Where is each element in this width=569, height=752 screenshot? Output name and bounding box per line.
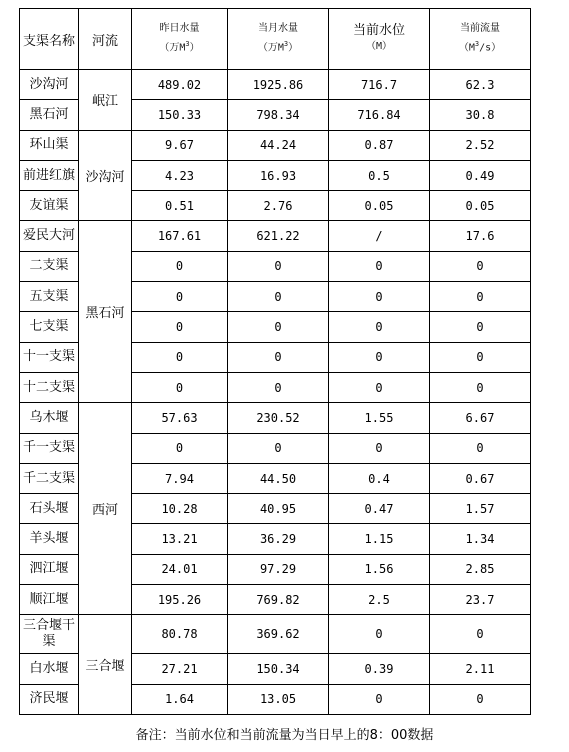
flow-rate-cell: 0 xyxy=(430,251,531,281)
river-cell: 黑石河 xyxy=(79,221,132,403)
yesterday-volume-cell: 0 xyxy=(132,433,228,463)
branch-name-cell: 十一支渠 xyxy=(20,342,79,372)
yesterday-volume-cell: 0 xyxy=(132,342,228,372)
branch-name-cell: 环山渠 xyxy=(20,130,79,160)
yesterday-volume-cell: 27.21 xyxy=(132,654,228,684)
flow-rate-cell: 17.6 xyxy=(430,221,531,251)
branch-name-cell: 爱民大河 xyxy=(20,221,79,251)
branch-name-cell: 泗江堰 xyxy=(20,554,79,584)
yesterday-volume-cell: 0 xyxy=(132,372,228,402)
flow-rate-cell: 0 xyxy=(430,312,531,342)
flow-rate-cell: 0 xyxy=(430,342,531,372)
yesterday-volume-cell: 0 xyxy=(132,282,228,312)
yesterday-volume-cell: 24.01 xyxy=(132,554,228,584)
water-level-cell: 0 xyxy=(329,372,430,402)
flow-rate-cell: 1.34 xyxy=(430,524,531,554)
month-volume-cell: 0 xyxy=(228,312,329,342)
water-level-cell: 716.7 xyxy=(329,70,430,100)
header-row xyxy=(20,9,531,70)
branch-name-cell: 黑石河 xyxy=(20,100,79,130)
flow-rate-cell: 0 xyxy=(430,282,531,312)
flow-rate-cell: 6.67 xyxy=(430,403,531,433)
yesterday-volume-cell: 4.23 xyxy=(132,160,228,190)
river-cell: 西河 xyxy=(79,403,132,615)
branch-name-cell: 羊头堰 xyxy=(20,524,79,554)
flow-rate-cell: 1.57 xyxy=(430,494,531,524)
river-cell: 沙沟河 xyxy=(79,130,132,221)
footnote: 备注：当前水位和当前流量为当日早上的8：00数据 xyxy=(135,728,434,743)
yesterday-volume-cell: 1.64 xyxy=(132,684,228,714)
table-row xyxy=(20,130,531,160)
month-volume-cell: 621.22 xyxy=(228,221,329,251)
month-volume-cell: 2.76 xyxy=(228,191,329,221)
header-month: 当月水量 （万$M^3$） xyxy=(228,9,329,70)
yesterday-volume-cell: 7.94 xyxy=(132,463,228,493)
yesterday-volume-cell: 13.21 xyxy=(132,524,228,554)
month-volume-cell: 230.52 xyxy=(228,403,329,433)
branch-name-cell: 友谊渠 xyxy=(20,191,79,221)
water-level-cell: 1.56 xyxy=(329,554,430,584)
month-volume-cell: 0 xyxy=(228,342,329,372)
yesterday-volume-cell: 489.02 xyxy=(132,70,228,100)
water-level-cell: 0.5 xyxy=(329,160,430,190)
water-level-cell: 0.39 xyxy=(329,654,430,684)
table-row xyxy=(20,70,531,100)
water-level-cell: 1.55 xyxy=(329,403,430,433)
table-row xyxy=(20,403,531,433)
month-volume-cell: 369.62 xyxy=(228,615,329,654)
branch-name-cell: 千二支渠 xyxy=(20,463,79,493)
water-level-cell: 716.84 xyxy=(329,100,430,130)
river-cell: 三合堰 xyxy=(79,615,132,715)
yesterday-volume-cell: 0 xyxy=(132,251,228,281)
branch-name-cell: 前进红旗 xyxy=(20,160,79,190)
water-level-cell: 0 xyxy=(329,342,430,372)
branch-name-cell: 乌木堰 xyxy=(20,403,79,433)
yesterday-volume-cell: 0.51 xyxy=(132,191,228,221)
yesterday-volume-cell: 0 xyxy=(132,312,228,342)
branch-name-cell: 千一支渠 xyxy=(20,433,79,463)
flow-rate-cell: 0.49 xyxy=(430,160,531,190)
water-level-cell: 0 xyxy=(329,251,430,281)
month-volume-cell: 97.29 xyxy=(228,554,329,584)
month-volume-cell: 13.05 xyxy=(228,684,329,714)
branch-name-cell: 沙沟河 xyxy=(20,70,79,100)
water-level-cell: 0 xyxy=(329,615,430,654)
water-level-cell: 1.15 xyxy=(329,524,430,554)
flow-rate-cell: 2.85 xyxy=(430,554,531,584)
month-volume-cell: 769.82 xyxy=(228,585,329,615)
month-volume-cell: 44.24 xyxy=(228,130,329,160)
yesterday-volume-cell: 195.26 xyxy=(132,585,228,615)
header-yesterday: 昨日水量 （万$M^3$） xyxy=(132,9,228,70)
flow-rate-cell: 0 xyxy=(430,684,531,714)
water-level-cell: 0.05 xyxy=(329,191,430,221)
month-volume-cell: 0 xyxy=(228,433,329,463)
water-level-cell: / xyxy=(329,221,430,251)
yesterday-volume-cell: 10.28 xyxy=(132,494,228,524)
flow-rate-cell: 0.67 xyxy=(430,463,531,493)
branch-name-cell: 石头堰 xyxy=(20,494,79,524)
month-volume-cell: 1925.86 xyxy=(228,70,329,100)
branch-name-cell: 七支渠 xyxy=(20,312,79,342)
month-volume-cell: 44.50 xyxy=(228,463,329,493)
river-cell: 岷江 xyxy=(79,70,132,131)
water-level-cell: 0.47 xyxy=(329,494,430,524)
water-level-cell: 2.5 xyxy=(329,585,430,615)
yesterday-volume-cell: 167.61 xyxy=(132,221,228,251)
month-volume-cell: 150.34 xyxy=(228,654,329,684)
water-level-cell: 0 xyxy=(329,433,430,463)
month-volume-cell: 798.34 xyxy=(228,100,329,130)
water-data-table xyxy=(19,8,531,715)
flow-rate-cell: 0.05 xyxy=(430,191,531,221)
header-level: 当前水位 （M） xyxy=(329,9,430,70)
header-flow: 当前流量 $(M^3/s)$ xyxy=(430,9,531,70)
flow-rate-cell: 30.8 xyxy=(430,100,531,130)
flow-rate-cell: 2.11 xyxy=(430,654,531,684)
month-volume-cell: 40.95 xyxy=(228,494,329,524)
water-level-cell: 0.4 xyxy=(329,463,430,493)
yesterday-volume-cell: 57.63 xyxy=(132,403,228,433)
water-level-cell: 0 xyxy=(329,684,430,714)
branch-name-cell: 白水堰 xyxy=(20,654,79,684)
month-volume-cell: 16.93 xyxy=(228,160,329,190)
flow-rate-cell: 0 xyxy=(430,615,531,654)
month-volume-cell: 0 xyxy=(228,372,329,402)
branch-name-cell: 十二支渠 xyxy=(20,372,79,402)
yesterday-volume-cell: 9.67 xyxy=(132,130,228,160)
flow-rate-cell: 0 xyxy=(430,433,531,463)
water-level-cell: 0.87 xyxy=(329,130,430,160)
table-row xyxy=(20,221,531,251)
branch-name-cell: 三合堰干渠 xyxy=(20,615,79,654)
header-branch: 支渠名称 xyxy=(20,9,79,70)
flow-rate-cell: 2.52 xyxy=(430,130,531,160)
flow-rate-cell: 23.7 xyxy=(430,585,531,615)
table-row xyxy=(20,615,531,654)
month-volume-cell: 36.29 xyxy=(228,524,329,554)
branch-name-cell: 五支渠 xyxy=(20,282,79,312)
yesterday-volume-cell: 80.78 xyxy=(132,615,228,654)
water-level-cell: 0 xyxy=(329,312,430,342)
flow-rate-cell: 0 xyxy=(430,372,531,402)
yesterday-volume-cell: 150.33 xyxy=(132,100,228,130)
month-volume-cell: 0 xyxy=(228,251,329,281)
branch-name-cell: 济民堰 xyxy=(20,684,79,714)
month-volume-cell: 0 xyxy=(228,282,329,312)
flow-rate-cell: 62.3 xyxy=(430,70,531,100)
branch-name-cell: 顺江堰 xyxy=(20,585,79,615)
branch-name-cell: 二支渠 xyxy=(20,251,79,281)
header-river: 河流 xyxy=(79,9,132,70)
water-level-cell: 0 xyxy=(329,282,430,312)
